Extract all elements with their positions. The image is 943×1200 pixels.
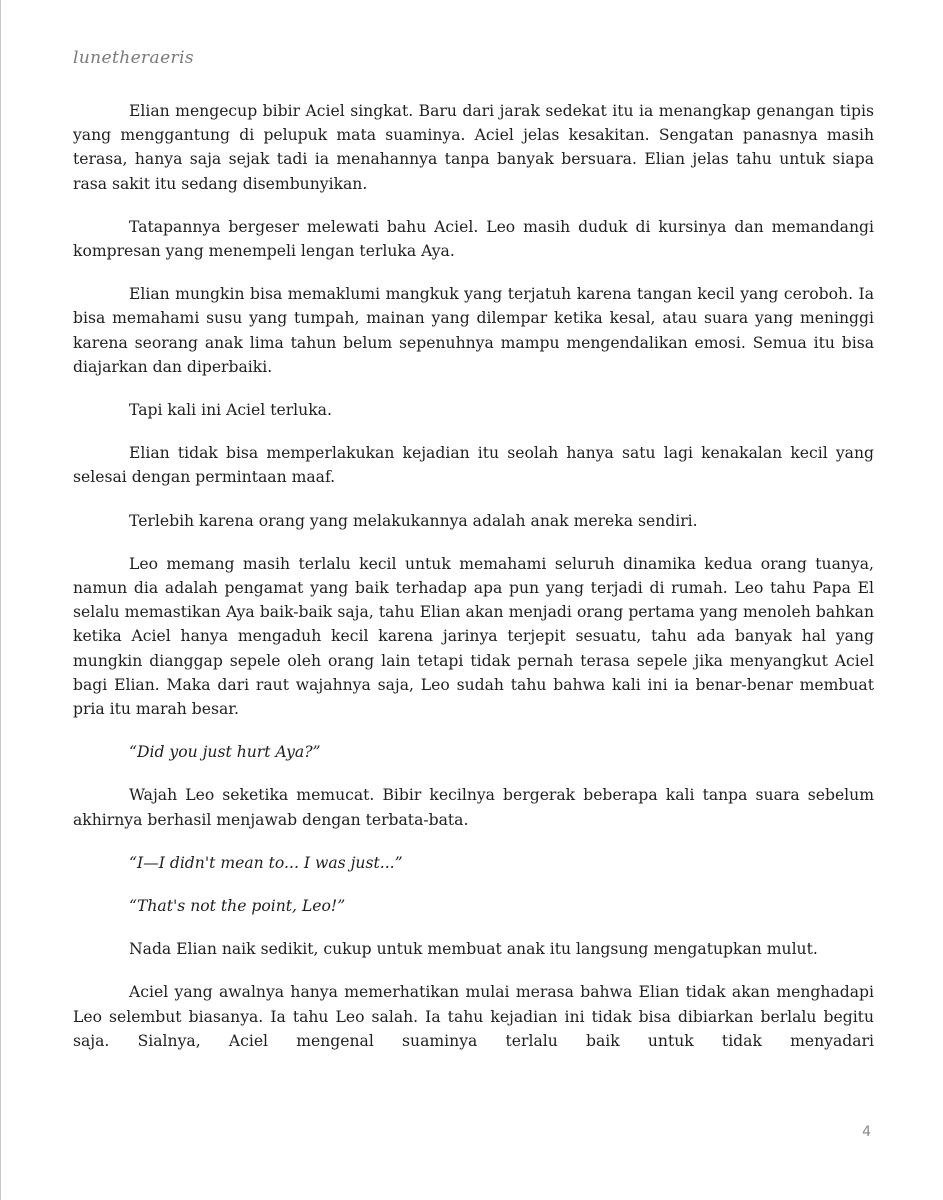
- paragraph: Terlebih karena orang yang melakukannya adalah anak mereka sendiri.: [129, 511, 698, 530]
- dialogue-line: “I—I didn't mean to... I was just...”: [129, 853, 403, 872]
- dialogue-line: “Did you just hurt Aya?”: [129, 743, 321, 762]
- page-number: 4: [862, 1124, 871, 1140]
- author-header: lunetheraeris: [73, 48, 195, 68]
- body-text: [73, 99, 874, 1053]
- paragraph: Nada Elian naik sedikit, cukup untuk membuat anak itu langsung mengatupkan mulut.: [129, 940, 818, 959]
- paragraph: Tapi kali ini Aciel terluka.: [129, 401, 332, 420]
- paragraph: Leo memang masih terlalu kecil untuk memahami seluruh dinamika kedua orang tuanya, namun dia adalah pengamat yang baik terhadap apa pun yang terjadi di rumah. Leo tahu Papa El selalu memastikan Aya baik-baik saja, tahu Elian akan menjadi orang pertama yang menoleh bahkan ketika Aciel hanya mengaduh kecil karena jarinya terjepit sesuatu, tahu ada banyak hal yang mungkin dianggap sepele oleh orang lain tetapi tidak pernah terasa sepele jika menyangkut Aciel bagi Elian. Maka dari raut wajahnya saja, Leo sudah tahu bahwa kali ini ia benar-benar membuat pria itu marah besar.: [73, 554, 874, 719]
- paragraph: Wajah Leo seketika memucat. Bibir kecilnya bergerak beberapa kali tanpa suara sebelum akhirnya berhasil menjawab dengan terbata-bata.: [73, 786, 874, 829]
- paragraph: Elian tidak bisa memperlakukan kejadian itu seolah hanya satu lagi kenakalan kecil yang selesai dengan permintaan maaf.: [73, 444, 874, 487]
- paragraph: Tatapannya bergeser melewati bahu Aciel. Leo masih duduk di kursinya dan memandangi kompresan yang menempeli lengan terluka Aya.: [73, 217, 874, 261]
- paragraph: Elian mengecup bibir Aciel singkat. Baru dari jarak sedekat itu ia menangkap genangan tipis yang menggantung di pelupuk mata suaminya. Aciel jelas kesakitan. Sengatan panasnya masih terasa, hanya saja sejak tadi ia menahannya tanpa banyak bersuara. Elian jelas tahu untuk siapa rasa sakit itu sedang disembunyikan.: [73, 102, 874, 193]
- paragraph: Aciel yang awalnya hanya memerhatikan mulai merasa bahwa Elian tidak akan menghadapi Leo selembut biasanya. Ia tahu Leo salah. Ia tahu kejadian ini tidak bisa dibiarkan berlalu begitu saja. Sialnya, Aciel mengenal suaminya terlalu baik untuk tidak menyadari: [73, 983, 874, 1050]
- paragraph: Elian mungkin bisa memaklumi mangkuk yang terjatuh karena tangan kecil yang ceroboh. Ia bisa memahami susu yang tumpah, mainan yang dilempar ketika kesal, atau suara yang meninggi karena seorang anak lima tahun belum sepenuhnya mampu mengendalikan emosi. Semua itu bisa diajarkan dan diperbaiki.: [73, 285, 874, 376]
- dialogue-line: “That's not the point, Leo!”: [129, 897, 346, 916]
